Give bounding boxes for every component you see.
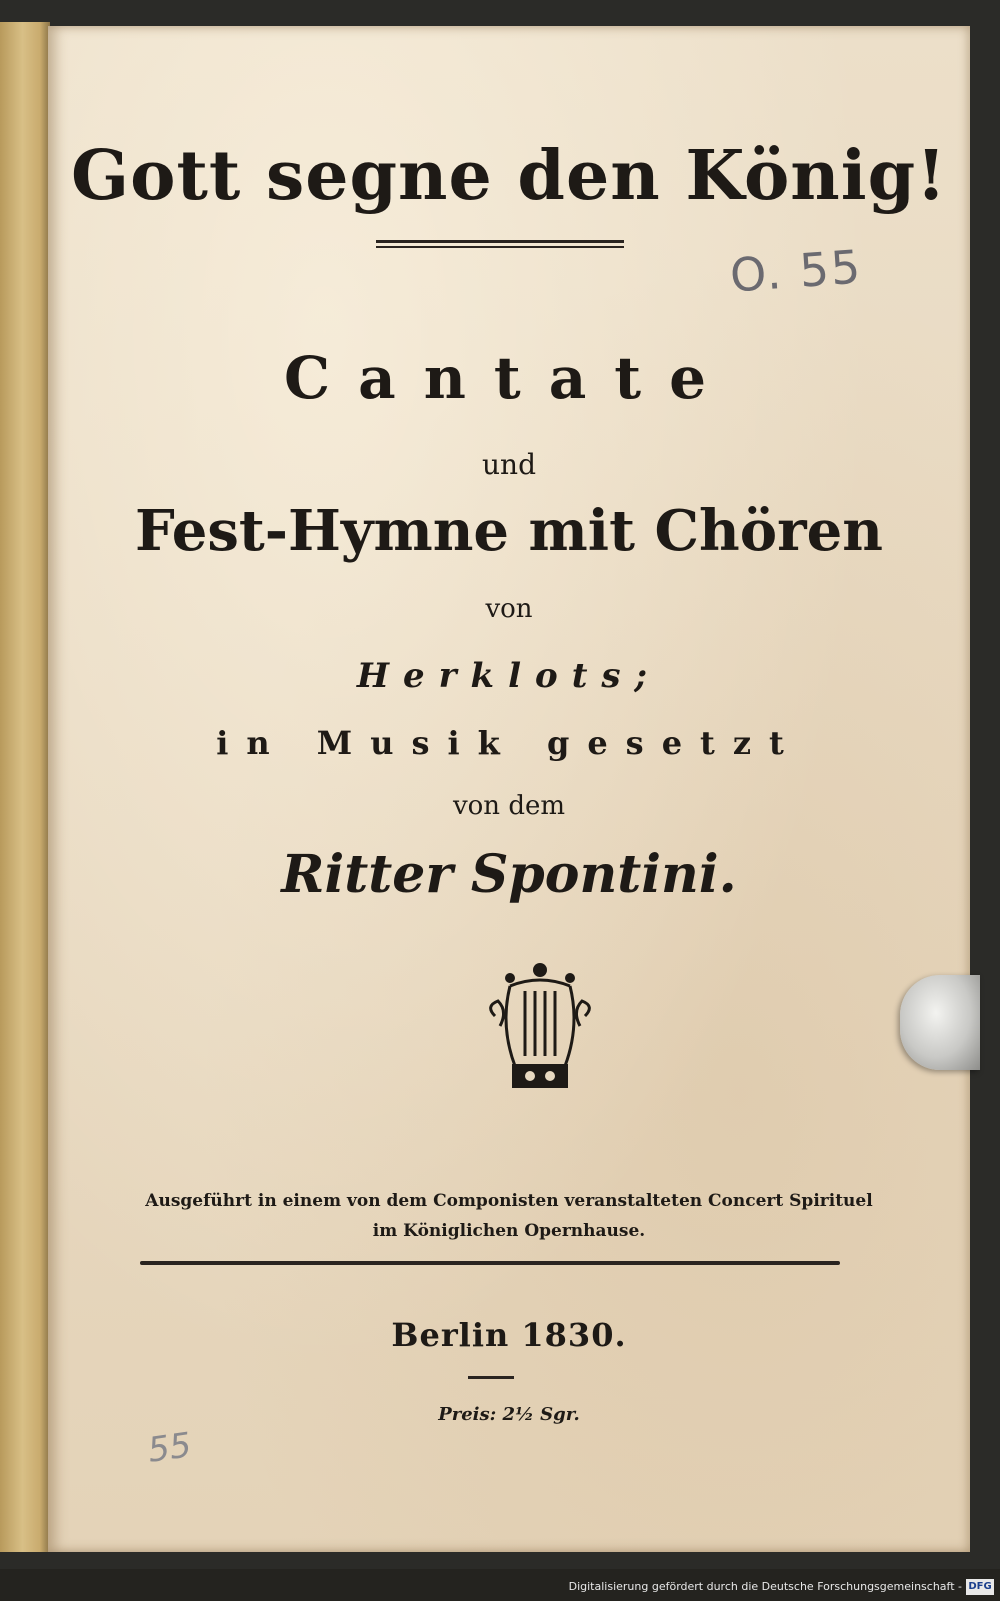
- pencil-annotation: 55: [145, 1425, 194, 1471]
- by-line-2: von dem: [452, 791, 566, 821]
- short-rule: [468, 1376, 514, 1379]
- double-rule-top: [376, 240, 624, 243]
- book-spine: [0, 22, 50, 1552]
- performance-note-line2: im Königlichen Opernhause.: [372, 1221, 646, 1241]
- subtitle: Fest-Hymne mit Chören: [135, 498, 883, 564]
- paper-clip: [900, 975, 980, 1070]
- dfg-logo-icon: DFG: [966, 1579, 994, 1595]
- author-name: Herklots;: [356, 656, 662, 696]
- composer-name: Ritter Spontini.: [281, 844, 737, 905]
- footer-bar: [0, 1569, 1000, 1601]
- imprint: Berlin 1830.: [391, 1316, 627, 1354]
- by-line: von: [485, 594, 533, 624]
- work-type: Cantate: [284, 344, 734, 412]
- conjunction: und: [482, 448, 536, 481]
- performance-note-line1: Ausgeführt in einem von dem Componisten veranstalteten Concert Spirituel: [145, 1191, 873, 1211]
- divider-rule: [140, 1261, 840, 1265]
- set-to-music: in Musik gesetzt: [216, 724, 802, 762]
- lyre-emblem-icon: [480, 956, 600, 1096]
- double-rule-top-2: [376, 246, 624, 248]
- title-page: [48, 26, 970, 1552]
- shelfmark-annotation: O. 55: [728, 239, 864, 303]
- page-title: Gott segne den König!: [71, 136, 947, 216]
- footer-credit: Digitalisierung gefördert durch die Deutsche Forschungsgemeinschaft -: [568, 1580, 962, 1593]
- price: Preis: 2½ Sgr.: [438, 1404, 580, 1425]
